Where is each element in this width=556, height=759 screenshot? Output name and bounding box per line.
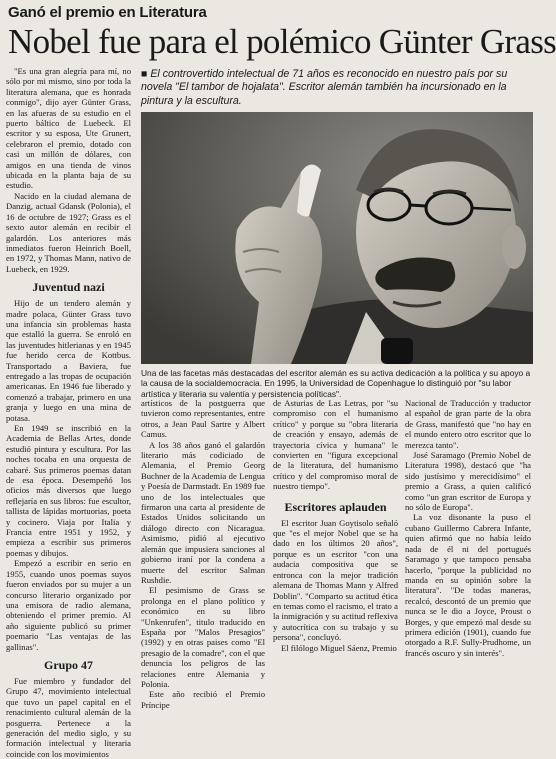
paragraph: En 1949 se inscribió en la Academia de Bellas Artes, donde estudió pintura y escultura. Por las noches tocaba en una orquesta de cabaré. Sus primeros poemas datan de esa época. Desempeñó los oficios más diversos que luego reflejaría en sus libros: fue escultor, tallista de lápidas mortuorias, poeta y cocinero. Viaja por Italia y Francia entre 1951 y 1952, y empieza a escribir sus primeros poemas y dibujos. — [6, 423, 131, 558]
paragraph: Hijo de un tendero alemán y madre polaca, Günter Grass tuvo una infancia sin problemas hasta que estalló la guerra. Se enroló en las juventudes hitlerianas y en 1945 fue herido cerca de Kottbus. Transportado a Baviera, fue entregado a las tropas de ocupación americanas. En 1946 fue liberado y comenzó a trabajar, primero en una granja y luego en una mina de potasa. — [6, 298, 131, 423]
paragraph: Nacional de Traducción y traductor al español de gran parte de la obra de Grass, manifestó que "no hay en el mundo entero otro escritor que lo merezca tanto". — [405, 398, 531, 450]
paragraph: Fue miembro y fundador del Grupo 47, movimiento intelectual que tuvo un papel capital en el renacimiento cultural alemán de la posguerra. Pertenece a la generación del medio siglo, y su formación intelectual y literaria coincide con los movimientos — [6, 675, 131, 759]
subhead-juventud-nazi: Juventud nazi — [32, 280, 105, 295]
paragraph: artísticos de la postguerra que tuvieron como representantes, entre otros, a Jean Paul Sartre y Albert Camus. — [141, 398, 265, 440]
headline: Nobel fue para el polémico Günter Grass — [8, 22, 556, 61]
paragraph: El escritor Juan Goytisolo señaló que "es el mejor Nobel que se ha dado en los últimos 20 años", porque es un escritor "con una audacia compositiva que se entronca con la mejor tradición alemana de Thomas Mann y Alfred Doblin". "Comparto su actitud ética en temas como el racismo, el trato a la inmigración y su actitud reflexiva y autocrítica con su trabajo y su persona", concluyó. — [273, 517, 398, 643]
paragraph: La voz disonante la puso el cubano Guillermo Cabrera Infante, quien afirmó que no había leído nada de él ni del portugués Saramago y que tampoco pensaba hacerlo, "porque la publicidad no manda en su opinión sobre la literatura". "De todas maneras, recalcó, descontó de un premio que nunca se le dio a Joyce, Proust o Borges, y que empezó mal desde su primera edición (1901), cuando fue otorgado a R.F. Sully-Prudhome, un francés oscuro y sin interés". — [405, 512, 531, 658]
paragraph: El pesimismo de Grass se prolonga en el plano político y económico en su libro "Unkenrufen", titulo traducido en España por "Malos Presagios" (1992) y en otras paises como "El presagio de la comadre", con el que denuncia los peligros de las relaciones entre Alemania y Polonia. — [141, 585, 265, 689]
photo-caption: Una de las facetas más destacadas del escritor alemán es su activa dedicación a la política y su apoyo a la causa de la socialdemocracia. En 1995, la Universidad de Copenhague lo distinguió por "su labor artística y literaria su valentía y persistencia políticas". — [141, 368, 531, 399]
subhead-grupo-47: Grupo 47 — [43, 657, 93, 672]
subhead-escritores-aplauden: Escritores aplauden — [284, 499, 387, 514]
paragraph: El filólogo Miguel Sáenz, Premio — [281, 642, 397, 653]
kicker: Ganó el premio en Literatura — [8, 4, 207, 21]
article-column-4 — [405, 398, 531, 658]
paragraph: A los 38 años ganó el galardón literario más codiciado de Alemania, el Premio Georg Buchner de la Academia de Lengua y Poesía de Darmstadt. En 1989 fue uno de los intelectuales que firmaron una carta al presidente de Estados Unidos solicitando un diálogo directo con Nicaragua. Asimismo, pidió al ejecutivo alemán que impusiera sanciones al gobierno iraní por la condena a muerte del escritor Salman Rushdie. — [141, 439, 265, 585]
paragraph: Empezó a escribir en serio en 1955, cuando unos poemas suyos fueron enviados por su mujer a un concurso literario organizado por una emisora de radio alemana, obteniendo el primer premio. Al año siguiente publicó su primer poemario "Las ventajas de las gallinas". — [6, 558, 131, 652]
deck-summary: ■ El controvertido intelectual de 71 años es reconocido en nuestro país por su novela "El tambor de hojalata". Escritor alemán también ha incursionado en la pintura y la escultura. — [141, 68, 508, 107]
paragraph: José Saramago (Premio Nobel de Literatura 1998), destacó que "ha sido justísimo y merecidísimo" el premio a Grass, a quien calificó como "un gran escritor de Europa y no sólo de Europa". — [405, 450, 531, 513]
article-column-2 — [141, 398, 265, 710]
article-column-1 — [6, 66, 131, 759]
paragraph: Nacido en la ciudad alemana de Danzig, actual Gdansk (Polonia), el 16 de octubre de 1927; Grass es el sexto autor alemán en recibir el galardón. Los anteriores más inmediatos fueron Heinrich Boell, en 1972, y Thomas Mann, nativo de Luebeck, en 1929. — [6, 190, 131, 274]
article-column-3 — [273, 398, 398, 653]
paragraph: "Es una gran alegría para mí, no sólo por mi mismo, sino por toda la literatura alemana, que es honrada conmigo", dijo ayer Günter Grass, en las afueras de su estudio en el puerto báltico de Luebeck. El escritor y su esposa, Ute Grunert, celebraron el premio, dotado con casi un millón de dólares, con amigos en una tienda de vinos ubicada en la planta baja de su estudio. — [6, 66, 131, 191]
paragraph: de Asturias de Las Letras, por "su compromiso con el humanismo crítico" y porque su "obra literaria de creación y ensayo, además de trayectoria cívica y humana" le convierten en "figura excepcional de la literatura, del humanismo crítico y del compromiso moral de nuestro tiempo". — [273, 398, 398, 492]
paragraph: Este año recibió el Premio Príncipe — [141, 689, 265, 710]
author-photo — [141, 112, 533, 364]
